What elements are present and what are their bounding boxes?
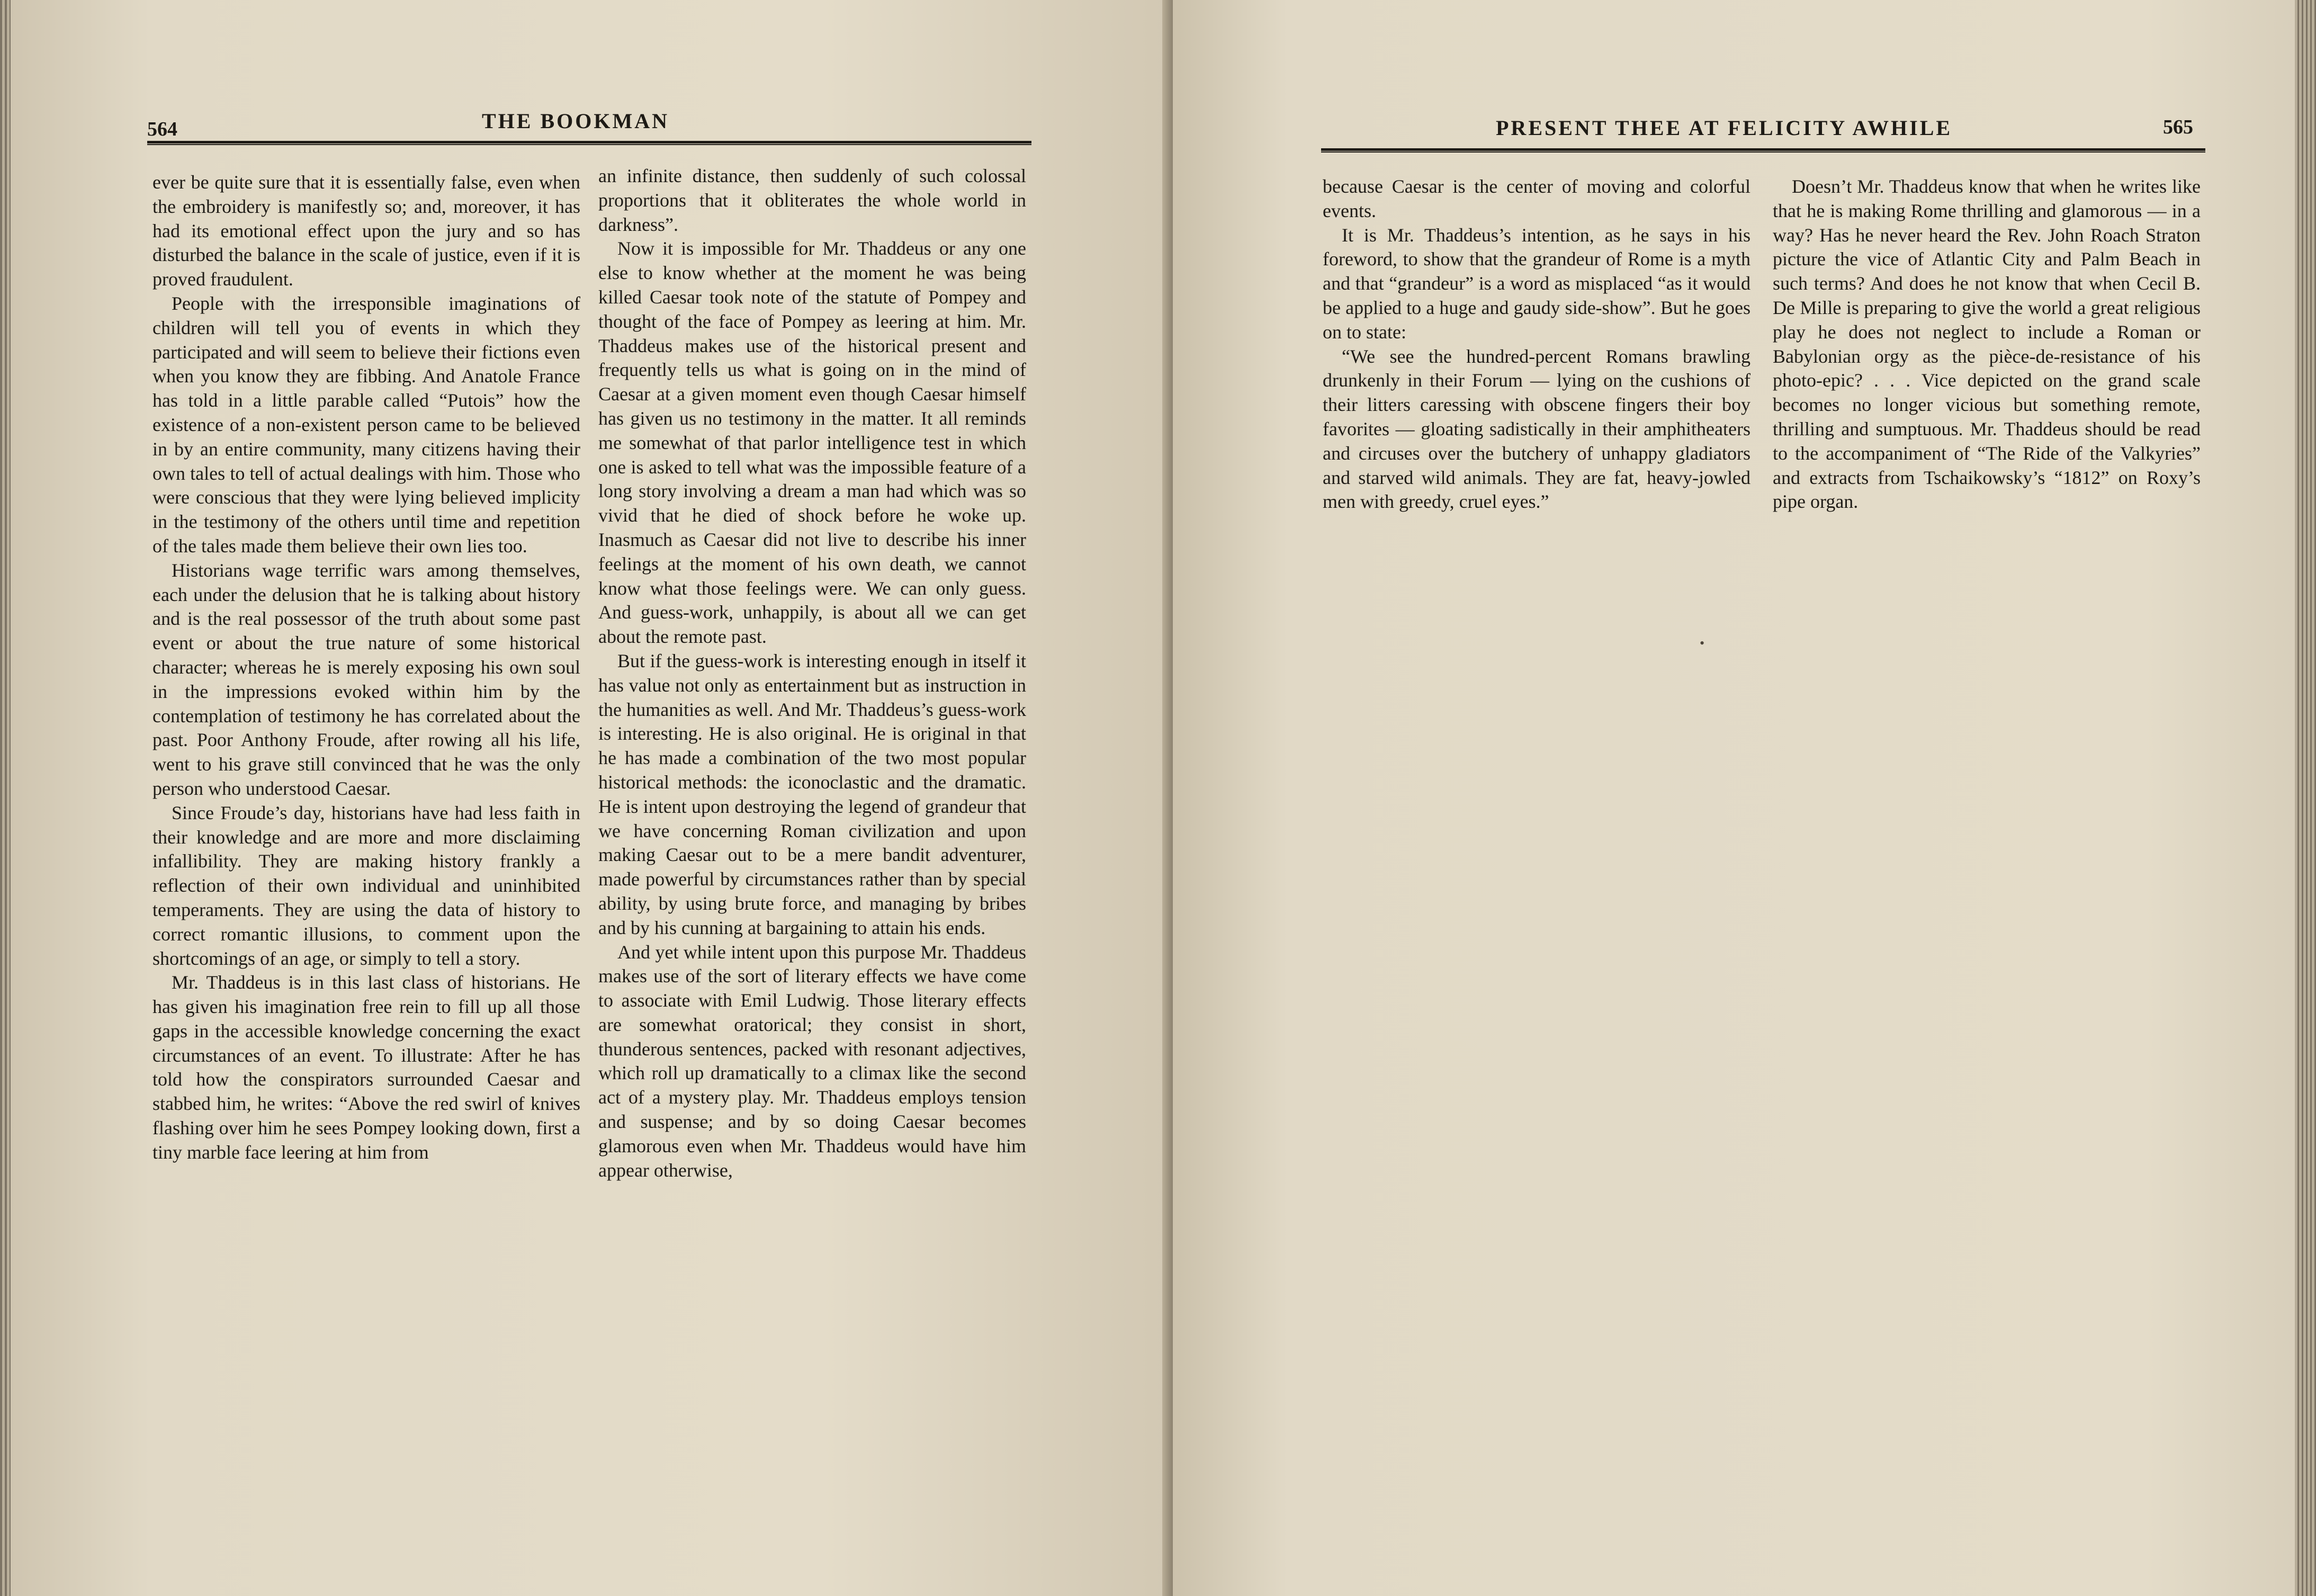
paragraph: Mr. Thaddeus is in this last class of historians. He has given his imagination free rein to fill up all those gaps in the accessible knowledge concerning the exact circumstances of an event. To illustrate: After he has told how the conspirators surrounded Caesar and stabbed him, he writes: “Above the red swirl of knives flashing over him he sees Pompey looking down, first a tiny marble face leering at him from — [152, 972, 580, 1163]
running-head: THE BOOKMAN — [482, 109, 670, 133]
page-edges-right — [2295, 0, 2316, 1596]
paragraph: It is Mr. Thaddeus’s intention, as he says in his foreword, to show that the grandeur of Rome is a myth and that “grandeur” is a word as misplaced “as it would be applied to a huge and gaudy side-show”. But he goes on to state: — [1323, 224, 1751, 343]
ink-speck: • — [1700, 635, 1705, 651]
text-column-2 — [1773, 175, 2201, 514]
running-head: PRESENT THEE AT FELICITY AWHILE — [1496, 116, 1953, 140]
page-number: 565 — [2163, 116, 2193, 138]
paragraph: Since Froude’s day, historians have had less faith in their knowledge and are more and more disclaiming infallibility. They are making history frankly a reflection of their own individual and uninhibited temperaments. They are using the data of history to correct romantic illusions, to comment upon the shortcomings of an age, or simply to tell a story. — [152, 802, 580, 969]
text-column-2 — [598, 164, 1026, 1182]
right-page — [1173, 0, 2316, 1596]
paragraph: Historians wage terrific wars among themselves, each under the delusion that he is talking about history and is the real possessor of the truth about some past event or about the true nature of some historical character; whereas he is merely exposing his own soul in the impressions evoked within him by the contemplation of testimony he has correlated about the past. Poor Anthony Froude, after rowing all his life, went to his grave still convinced that he was the only person who understood Caesar. — [152, 559, 580, 799]
paragraph: People with the irresponsible imaginations of children will tell you of events in which they participated and will seem to believe their fictions even when you know they are fibbing. And Anatole France has told in a little parable called “Putois” how the existence of a non-existent person came to be believed in by an entire community, many citizens having their own tales to tell of actual dealings with him. Those who were conscious that they were lying believed implicity in the testimony of the others until time and repetition of the tales made them believe their own lies too. — [152, 292, 580, 557]
header-rule — [1321, 148, 2205, 153]
page-number: 564 — [147, 118, 177, 140]
paragraph: an infinite distance, then suddenly of such colossal proportions that it obliterates the whole world in darkness”. — [598, 165, 1026, 235]
text-column-1 — [1323, 175, 1751, 514]
left-page — [11, 0, 1170, 1596]
paragraph: And yet while intent upon this purpose Mr. Thaddeus makes use of the sort of literary effects we have come to associate with Emil Ludwig. Those literary effects are somewhat oratorical; they consist in short, thunderous sentences, packed with resonant adjectives, which roll up dramatically to a climax like the second act of a mystery play. Mr. Thaddeus employs tension and suspense; and by so doing Caesar becomes glamorous even when Mr. Thaddeus would have him appear otherwise, — [598, 941, 1026, 1181]
paragraph: But if the guess-work is interesting enough in itself it has value not only as entertainment but as instruction in the humanities as well. And Mr. Thaddeus’s guess-work is interesting. He is also original. He is original in that he has made a combination of the two most popular historical methods: the iconoclastic and the dramatic. He is intent upon destroying the legend of grandeur that we have concerning Roman civilization and upon making Caesar out to be a mere bandit adventurer, made powerful by circumstances rather than by special ability, by using brute force, and managing by bribes and by his cunning at bargaining to attain his ends. — [598, 650, 1026, 938]
paragraph: “We see the hundred-percent Romans brawling drunkenly in their Forum — lying on the cushions of their litters caressing with obscene fingers their boy favorites — gloating sadistically in their amphitheaters and circuses over the butchery of unhappy gladiators and starved wild animals. They are fat, heavy-jowled men with greedy, cruel eyes.” — [1323, 345, 1751, 513]
header-rule — [147, 141, 1031, 145]
text-column-1 — [152, 171, 580, 1165]
paragraph: Now it is impossible for Mr. Thaddeus or any one else to know whether at the moment he was being killed Caesar took note of the statute of Pompey and thought of the face of Pompey as leering at him. Mr. Thaddeus makes use of the historical present and frequently tells us what is going on in the mind of Caesar at a given moment even though Caesar himself has given us no testimony in the matter. It all reminds me somewhat of that parlor intelligence test in which one is asked to tell what was the impossible feature of a long story involving a dream a man had which was so vivid that he died of shock before he woke up. Inasmuch as Caesar did not live to describe his inner feelings at the moment of his own death, we cannot know what those feelings were. We can only guess. And guess-work, unhappily, is about all we can get about the remote past. — [598, 238, 1026, 648]
paragraph: because Caesar is the center of moving and colorful events. — [1323, 176, 1751, 221]
paragraph: Doesn’t Mr. Thaddeus know that when he writes like that he is making Rome thrilling and glamorous — in a way? Has he never heard the Rev. John Roach Straton picture the vice of Atlantic City and Palm Beach in such terms? And does he not know that when Cecil B. De Mille is preparing to give the world a great religious play he does not neglect to include a Roman or Babylonian orgy as the pièce-de-resistance of his photo-epic? . . . Vice depicted on the grand scale becomes no longer vicious but something remote, thrilling and sumptuous. Mr. Thaddeus should be read to the accompaniment of “The Ride of the Valkyries” and extracts from Tschaikowsky’s “1812” on Roxy’s pipe organ. — [1773, 176, 2201, 513]
paragraph: ever be quite sure that it is essentially false, even when the embroidery is manifestly so; and, moreover, it has had its emotional effect upon the jury and so has disturbed the balance in the scale of justice, even if it is proved fraudulent. — [152, 172, 580, 290]
